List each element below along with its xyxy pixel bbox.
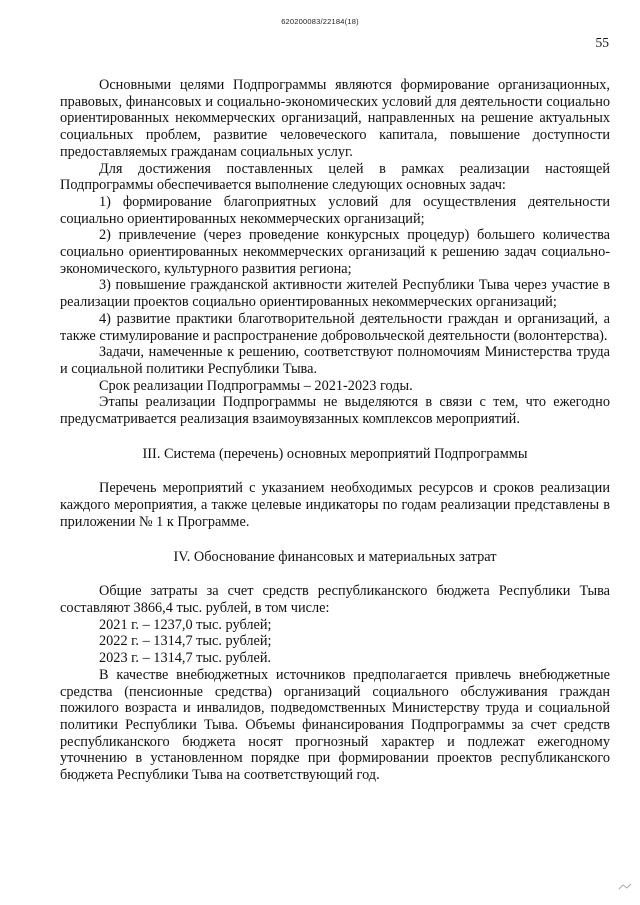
document-code: 620200083/22184(18) xyxy=(281,17,359,26)
list-item-cost-2022: 2022 г. – 1314,7 тыс. рублей; xyxy=(99,633,272,650)
document-body xyxy=(60,77,610,784)
paragraph-competence: Задачи, намеченные к решению, соответствуют полномочиям Министерства труда и социальной политики Республики Тыва. xyxy=(60,344,610,377)
scan-mark-icon xyxy=(618,883,632,891)
list-item-task-2: 2) привлечение (через проведение конкурсных процедур) большего количества социально ориентированных некоммерческих организаций к решению задач социально-экономического, культурного развития региона; xyxy=(60,227,610,277)
list-item-cost-2021: 2021 г. – 1237,0 тыс. рублей; xyxy=(99,616,272,633)
paragraph-tasks-intro: Для достижения поставленных целей в рамках реализации настоящей Подпрограммы обеспечивается выполнение следующих основных задач: xyxy=(60,160,610,194)
section-4-heading: IV. Обоснование финансовых и материальных затрат xyxy=(173,548,497,565)
paragraph-goals: Основными целями Подпрограммы являются формирование организационных, правовых, финансовых и социально-экономических условий для деятельности социально ориентированных некоммерческих организаций, направленных на решение актуальных социальных проблем, развитие человеческого капитала, повышение доступности предоставляемых гражданам социальных услуг. xyxy=(60,77,610,160)
list-item-task-4: 4) развитие практики благотворительной деятельности граждан и организаций, а также стимулирование и распространение добровольческой деятельности (волонтерства). xyxy=(60,310,610,344)
paragraph-total-costs: Общие затраты за счет средств республиканского бюджета Республики Тыва составляют 3866,4 тыс. рублей, в том числе: xyxy=(60,583,610,616)
list-item-cost-2023: 2023 г. – 1314,7 тыс. рублей. xyxy=(99,650,272,667)
section-3-heading: III. Система (перечень) основных мероприятий Подпрограммы xyxy=(142,445,528,462)
list-item-task-3: 3) повышение гражданской активности жителей Республики Тыва через участие в реализации проектов социально ориентированных некоммерческих организаций; xyxy=(60,277,610,311)
paragraph-extrabudgetary: В качестве внебюджетных источников предполагается привлечь внебюджетные средства (пенсионные средства) организаций социального обслуживания граждан пожилого возраста и инвалидов, подведомственных Министерству труда и социальной политики Республики Тыва. Объемы финансирования Подпрограммы за счет средств республиканского бюджета носят прогнозный характер и подлежат ежегодному уточнению в установленном порядке при формировании проектов республиканского бюджета Республики Тыва на соответствующий год. xyxy=(60,666,610,784)
section-3-paragraph: Перечень мероприятий с указанием необходимых ресурсов и сроков реализации каждого мероприятия, а также целевые индикаторы по годам реализации представлены в приложении № 1 к Программе. xyxy=(60,480,610,530)
paragraph-term: Срок реализации Подпрограммы – 2021-2023 годы. xyxy=(99,377,413,394)
page-number: 55 xyxy=(595,35,609,50)
list-item-task-1: 1) формирование благоприятных условий для осуществления деятельности социально ориентированных некоммерческих организаций; xyxy=(60,193,610,227)
paragraph-stages: Этапы реализации Подпрограммы не выделяются в связи с тем, что ежегодно предусматривается реализация взаимоувязанных комплексов мероприятий. xyxy=(60,394,610,428)
